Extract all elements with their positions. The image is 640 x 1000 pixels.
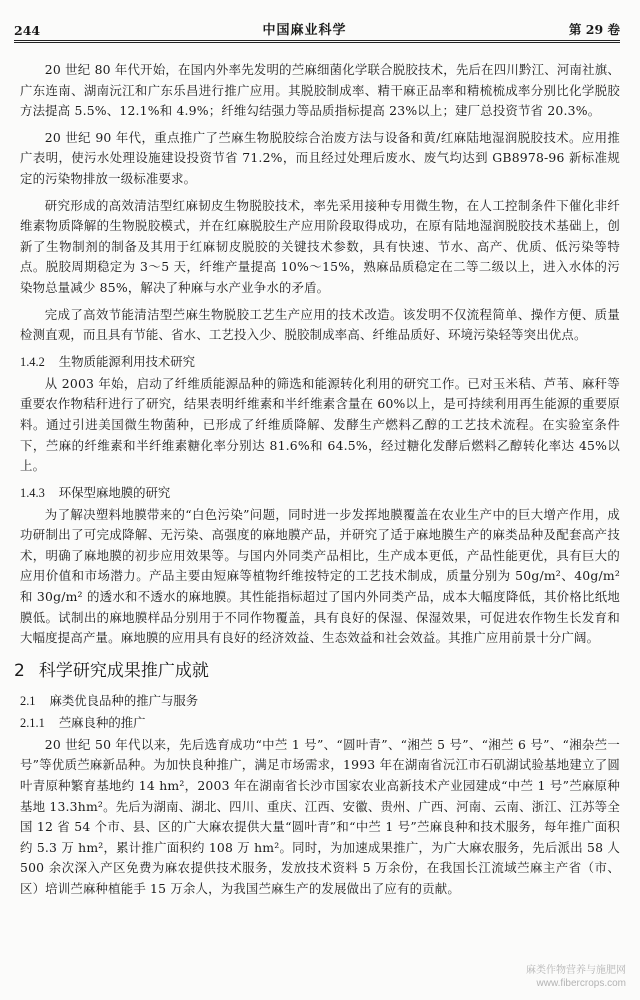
paragraph: 研究形成的高效清洁型红麻韧皮生物脱胶技术，率先采用接种专用微生物，在人工控制条件下催化非纤维素物质降解的生物脱胶模式，并在红麻脱胶生产应用阶段取得成功，在原有陆地湿润脱胶技术基础上，创新了生物制剂的制备及其用于红麻韧皮脱胶的关键技术参数，具有快速、节水、高产、优质、低污染等特点。脱胶周期稳定为 3～5 天，纤维产量提高 10%～15%，熟麻品质稳定在二等二级以上，进入水体的污染物总量减少 85%，解决了种麻与水产业争水的矛盾。 bbox=[20, 197, 620, 295]
section-heading-1-4-3 bbox=[20, 483, 620, 503]
section-number: 2.1 bbox=[20, 693, 36, 708]
page-number: 244 bbox=[14, 23, 41, 38]
paragraph: 为了解决塑料地膜带来的“白色污染”问题，同时进一步发挥地膜覆盖在农业生产中的巨大增产作用，成功研制出了可完成降解、无污染、高强度的麻地膜产品，并研究了适于麻地膜生产的麻类品种及配套高产技术，明确了麻地膜的初步应用效果等。与国内外同类产品相比，生产成本更低，产品性能更优，具有巨大的应用价值和市场潜力。产品主要由短麻等植物纤维按特定的工艺技术制成，质量分别为 50g/m²、40g/m² 和 30g/m² 的透水和不透水的麻地膜。其性能指标超过了国内外同类产品，成本大幅度降低，其价格比纸地膜低。试制出的麻地膜样品分别用于不同作物覆盖，具有良好的保湿、保湿效果，可促进农作物生长发育和大幅度提高产量。麻地膜的应用具有良好的经济效益、生态效益和社会效益。其推广应用前景十分广阔。 bbox=[20, 506, 620, 646]
article-body bbox=[14, 60, 620, 906]
section-title: 麻类优良品种的推广与服务 bbox=[49, 692, 199, 708]
section-title: 苎麻良种的推广 bbox=[58, 714, 146, 730]
section-number: 2.1.1 bbox=[20, 715, 45, 730]
paragraph: 20 世纪 90 年代，重点推广了苎麻生物脱胶综合治废方法与设备和黄/红麻陆地湿润脱胶技术。应用推广表明，使污水处理设施建设投资节省 71.2%，而且经过处理后废水、废气均达到 GB8978-96 新标准规定的污染物排放一级标准要求。 bbox=[20, 129, 620, 186]
section-heading-2-1-1 bbox=[20, 713, 620, 733]
header-rule bbox=[14, 40, 620, 43]
section-title: 生物质能源利用技术研究 bbox=[58, 353, 196, 369]
watermark-site-name: 麻类作物营养与施肥网 bbox=[526, 965, 626, 976]
paragraph: 从 2003 年始，启动了纤维质能源品种的筛选和能源转化利用的研究工作。已对玉米秸、芦苇、麻秆等重要农作物秸秆进行了研究，结果表明纤维素和半纤维素含量在 60%以上，是可持续利用再生能源的重要原料。通过引进美国微生物菌种，已形成了纤维质降解、发酵生产燃料乙醇的工艺技术流程。在实验室条件下，苎麻的纤维素和半纤维素糖化率分别达 81.6%和 64.5%，经过糖化发酵后燃料乙醇转化率达 45%以上。 bbox=[20, 375, 620, 474]
paragraph: 20 世纪 50 年代以来，先后选育成功“中苎 1 号”、“圆叶青”、“湘苎 5 号”、“湘苎 6 号”、“湘杂苎一号”等优质苎麻新品种。为加快良种推广，满足市场需求，1993 年在湖南省沅江市石矶湖试验基地建立了圆叶青原种繁育基地约 14 hm²，2003 年在湖南省长沙市国家农业高新技术产业园建成“中苎 1 号”苎麻原种基地 13.3hm²。先后为湖南、湖北、四川、重庆、江西、安徽、贵州、广西、河南、云南、浙江、江苏等全国 12 省 54 个市、县、区的广大麻农提供大量“圆叶青”和“中苎 1 号”苎麻良种和技术服务，每年推广面积约 5.3 万 hm²，累计推广面积约 108 万 hm²。同时，为加速成果推广，为广大麻农服务，先后派出 58 人 500 余次深入产区免费为麻农提供技术服务，发放技术资料 5 万余份，在我国长江流域苎麻主产省（市、区）培训苎麻种植能手 15 万余人，为我国苎麻生产的发展做出了应有的贡献。 bbox=[20, 736, 620, 896]
section-title: 科学研究成果推广成就 bbox=[38, 660, 209, 681]
section-heading-1-4-2 bbox=[20, 352, 620, 372]
journal-title: 中国麻业科学 bbox=[262, 23, 347, 38]
site-watermark bbox=[526, 964, 626, 990]
section-title: 环保型麻地膜的研究 bbox=[58, 484, 171, 500]
volume-label: 第 29 卷 bbox=[568, 22, 620, 37]
section-heading-2-1 bbox=[20, 691, 620, 711]
running-header bbox=[14, 14, 620, 38]
section-number: 2 bbox=[14, 660, 25, 681]
section-number: 1.4.3 bbox=[20, 485, 45, 500]
paragraph: 完成了高效节能清洁型苎麻生物脱胶工艺生产应用的技术改造。该发明不仅流程简单、操作方便、质量检测直观，而且具有节能、省水、工艺投入少、脱胶制成率高、纤维品质好、环境污染轻等突出优点。 bbox=[20, 306, 620, 343]
watermark-url: www.fibercrops.com bbox=[536, 978, 626, 989]
paragraph: 20 世纪 80 年代开始，在国内外率先发明的苎麻细菌化学联合脱胶技术，先后在四川黔江、河南社旗、广东连南、湖南沅江和广东乐昌进行推广应用。其脱胶制成率、精干麻正品率和精梳梳成率分别比化学脱胶方法提高 5.5%、12.1%和 4.9%；纤维勾结强力等品质指标提高 23%以上；建厂总投资节省 20.3%。 bbox=[20, 62, 620, 119]
section-number: 1.4.2 bbox=[20, 354, 45, 369]
section-heading-2 bbox=[14, 659, 620, 683]
